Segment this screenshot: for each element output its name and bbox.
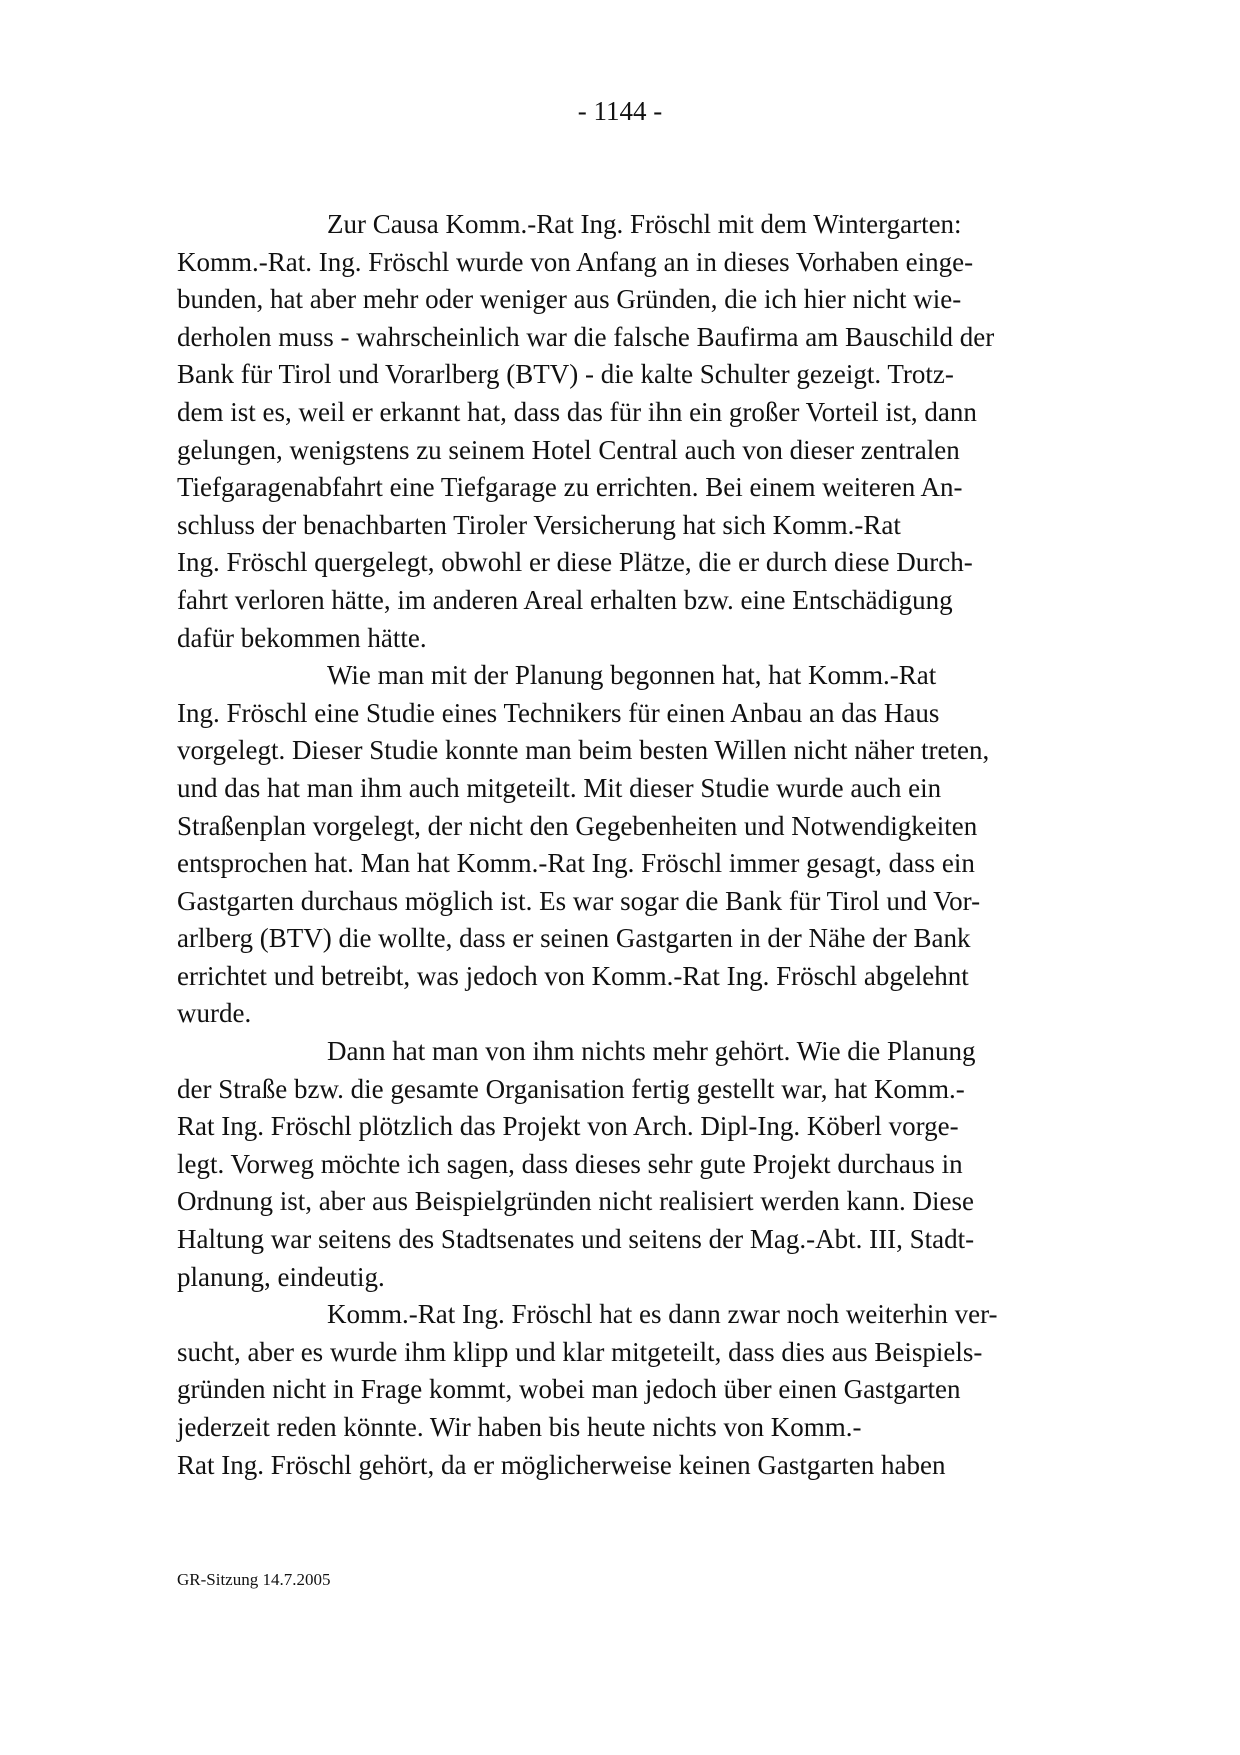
paragraph-3 — [177, 1033, 1077, 1296]
text-line: sucht, aber es wurde ihm klipp und klar mitgeteilt, dass dies aus Beispiels- — [177, 1336, 983, 1367]
text-line: Komm.-Rat. Ing. Fröschl wurde von Anfang an in dieses Vorhaben einge- — [177, 246, 974, 277]
text-line: jederzeit reden könnte. Wir haben bis heute nichts von Komm.- — [177, 1412, 862, 1442]
text-line: Wie man mit der Planung begonnen hat, hat Komm.-Rat — [327, 660, 937, 691]
paragraph-1 — [177, 206, 1077, 657]
text-line: Zur Causa Komm.-Rat Ing. Fröschl mit dem Wintergarten: — [327, 209, 962, 239]
text-line: Ing. Fröschl quergelegt, obwohl er diese Plätze, die er durch diese Durch- — [177, 547, 973, 578]
page-footer: GR-Sitzung 14.7.2005 — [177, 1570, 331, 1589]
text-line: bunden, hat aber mehr oder weniger aus Gründen, die ich hier nicht wie- — [177, 284, 962, 315]
text-line: arlberg (BTV) die wollte, dass er seinen Gastgarten in der Nähe der Bank — [177, 923, 971, 954]
text-line: dafür bekommen hätte. — [177, 622, 427, 653]
text-line: Tiefgaragenabfahrt eine Tiefgarage zu errichten. Bei einem weiteren An- — [177, 472, 963, 503]
text-line: Straßenplan vorgelegt, der nicht den Gegebenheiten und Notwendigkeiten — [177, 810, 978, 841]
text-line: schluss der benachbarten Tiroler Versicherung hat sich Komm.-Rat — [177, 509, 901, 540]
text-line: vorgelegt. Dieser Studie konnte man beim besten Willen nicht näher treten, — [177, 735, 990, 766]
text-line: wurde. — [177, 998, 252, 1029]
text-line: derholen muss - wahrscheinlich war die falsche Baufirma am Bauschild der — [177, 321, 995, 352]
text-line: Dann hat man von ihm nichts mehr gehört. Wie die Planung — [327, 1036, 976, 1067]
text-line: fahrt verloren hätte, im anderen Areal erhalten bzw. eine Entschädigung — [177, 584, 953, 615]
text-line: Gastgarten durchaus möglich ist. Es war sogar die Bank für Tirol und Vor- — [177, 885, 981, 916]
text-line: legt. Vorweg möchte ich sagen, dass dieses sehr gute Projekt durchaus in — [177, 1148, 963, 1179]
document-body — [177, 206, 1077, 1484]
text-line: Rat Ing. Fröschl gehört, da er möglicherweise keinen Gastgarten haben — [177, 1449, 946, 1480]
text-line: errichtet und betreibt, was jedoch von Komm.-Rat Ing. Fröschl abgelehnt — [177, 960, 969, 991]
text-line: Ordnung ist, aber aus Beispielgründen nicht realisiert werden kann. Diese — [177, 1186, 975, 1217]
text-line: gelungen, wenigstens zu seinem Hotel Central auch von dieser zentralen — [177, 434, 960, 465]
text-line: Bank für Tirol und Vorarlberg (BTV) - die kalte Schulter gezeigt. Trotz- — [177, 359, 954, 390]
text-line: Ing. Fröschl eine Studie eines Technikers für einen Anbau an das Haus — [177, 697, 940, 728]
text-line: der Straße bzw. die gesamte Organisation fertig gestellt war, hat Komm.- — [177, 1073, 965, 1104]
text-line: entsprochen hat. Man hat Komm.-Rat Ing. Fröschl immer gesagt, dass ein — [177, 848, 975, 879]
text-line: Rat Ing. Fröschl plötzlich das Projekt von Arch. Dipl-Ing. Köberl vorge- — [177, 1111, 959, 1142]
text-line: Komm.-Rat Ing. Fröschl hat es dann zwar noch weiterhin ver- — [327, 1299, 998, 1330]
paragraph-4 — [177, 1296, 1077, 1484]
text-line: und das hat man ihm auch mitgeteilt. Mit dieser Studie wurde auch ein — [177, 772, 942, 803]
page-number: - 1144 - — [577, 96, 663, 126]
paragraph-2 — [177, 657, 1077, 1033]
text-line: gründen nicht in Frage kommt, wobei man jedoch über einen Gastgarten — [177, 1374, 961, 1405]
text-line: dem ist es, weil er erkannt hat, dass das für ihn ein großer Vorteil ist, dann — [177, 396, 977, 427]
text-line: Haltung war seitens des Stadtsenates und seitens der Mag.-Abt. III, Stadt- — [177, 1224, 975, 1255]
text-line: planung, eindeutig. — [177, 1261, 385, 1292]
